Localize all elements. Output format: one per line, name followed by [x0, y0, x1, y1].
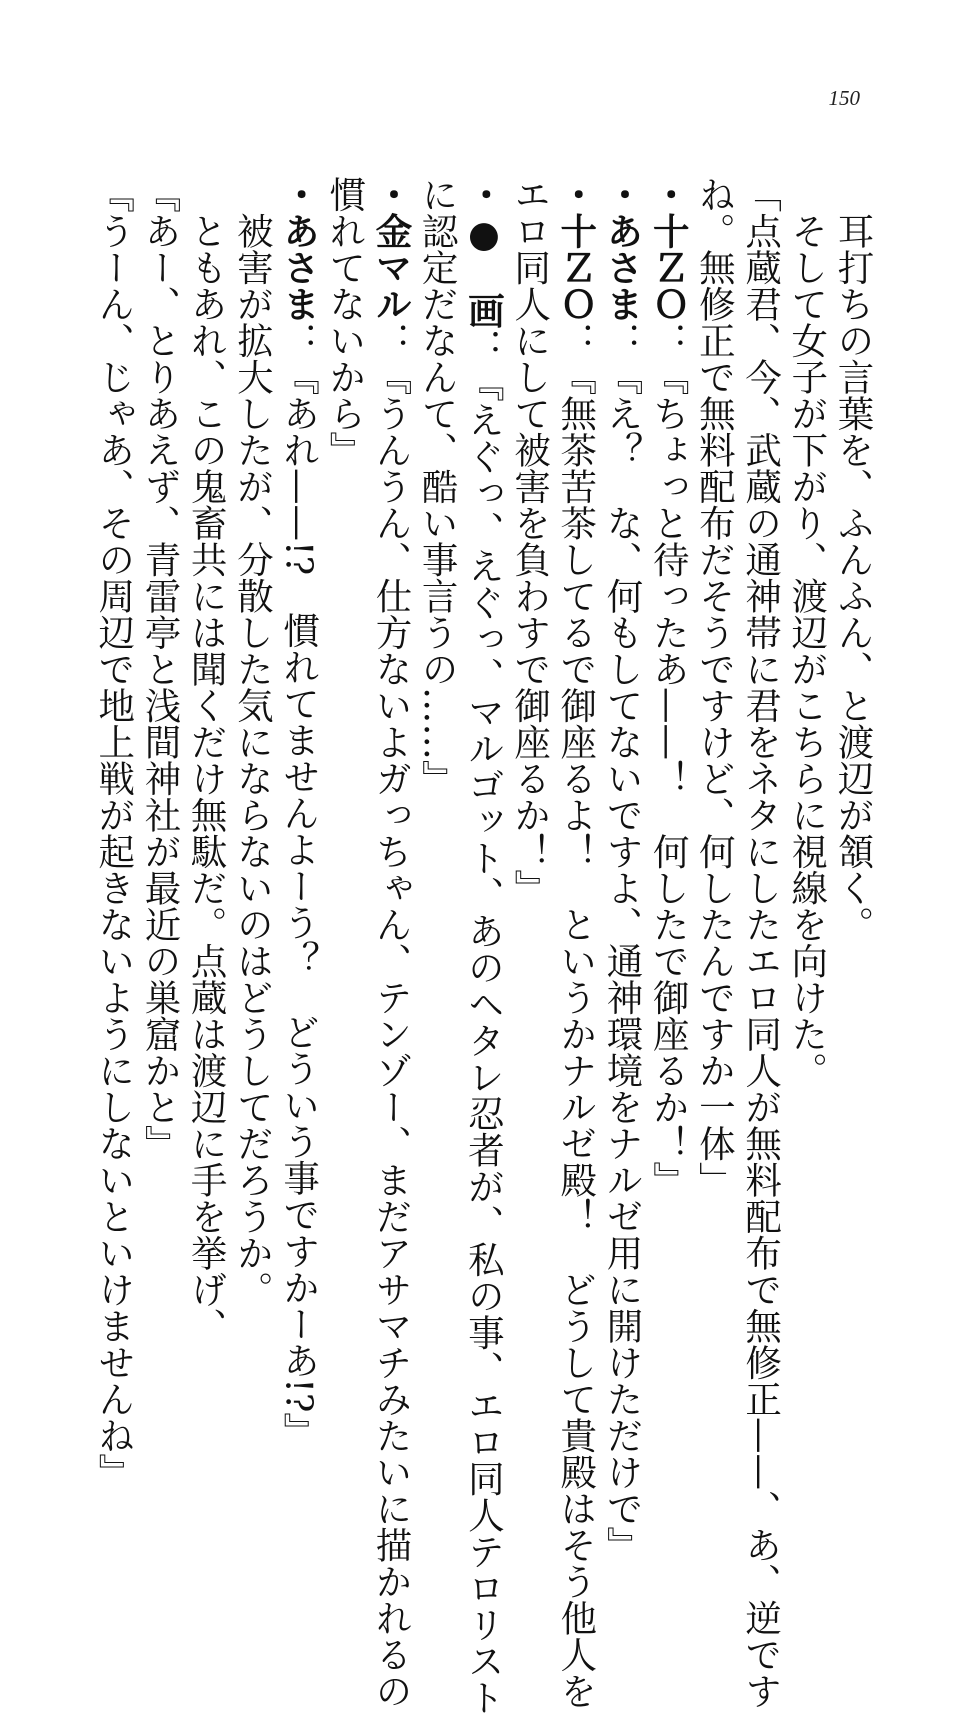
line-text: 『うーん、じゃあ、その周辺で地上戦が起きないようにしないといけませんね』: [92, 176, 136, 1490]
text-line: [460, 176, 506, 1716]
line-speaker: ・金マル: [369, 176, 413, 322]
text-line: [322, 176, 368, 1316]
vertical-text-block: [91, 176, 876, 1716]
line-text: 『あー、とりあえず、青雷亭と浅間神社が最近の巣窟かと』: [138, 176, 182, 1162]
text-line: [784, 176, 830, 1316]
line-speaker: ・● 画: [462, 176, 506, 329]
text-line: [645, 176, 691, 1316]
line-speaker: ・あさま: [277, 176, 321, 322]
page-number: 150: [828, 86, 860, 110]
line-text: ともあれ、この鬼畜共には聞くだけ無駄だ。点蔵は渡辺に手を挙げ、: [185, 176, 229, 1344]
line-text: 耳打ちの言葉を、ふんふん、と渡辺が頷く。: [832, 176, 875, 943]
text-line: [691, 176, 737, 1316]
line-text: そして女子が下がり、渡辺がこちらに視線を向けた。: [785, 176, 829, 1089]
line-text: 慣れてないから』: [323, 176, 367, 468]
text-line: [830, 176, 876, 1316]
line-text: ：『うんうん、仕方ないよガっちゃん、テンゾー、まだアサマチみたいに描かれるの: [369, 322, 413, 1709]
line-text: ：『えぐっ、えぐっ、マルゴット、あのヘタレ忍者が、私の事、エロ同人テロリスト: [462, 328, 506, 1716]
text-line: [414, 176, 460, 1316]
text-line: [183, 176, 229, 1344]
line-speaker: ・十ＺＯ: [647, 176, 691, 322]
line-text: に認定だなんて、酷い事言うの……』: [416, 176, 460, 797]
line-text: ：『ちょっと待ったあ——！ 何したで御座るか！』: [647, 322, 691, 1198]
line-text: 「点蔵君、今、武蔵の通神帯に君をネタにしたエロ同人が無料配布で無修正——、あ、逆です: [739, 176, 783, 1709]
line-speaker: ・あさま: [600, 176, 644, 322]
text-line: [368, 176, 414, 1709]
text-line: [91, 176, 137, 1490]
line-text: 被害が拡大したが、分散した気にならないのはどうしてだろうか。: [231, 176, 275, 1308]
text-line: [599, 176, 645, 1563]
text-line: [229, 176, 275, 1316]
line-text: ：『え？ な、何もしてないですよ、通神環境をナルゼ用に開けただけで』: [600, 322, 644, 1563]
text-line: [137, 176, 183, 1316]
text-line: [275, 176, 321, 1449]
line-text: ：『無茶苦茶してるで御座るよ！ というかナルゼ殿！ どうして貴殿はそう他人を: [554, 322, 598, 1709]
line-text: エロ同人にして被害を負わすで御座るか！』: [508, 176, 552, 906]
text-line: [553, 176, 599, 1709]
text-line: [737, 176, 783, 1709]
line-text: ね。無修正で無料配布だそうですけど、何したんですか一体」: [693, 176, 737, 1198]
text-line: [506, 176, 552, 1316]
line-speaker: ・十ＺＯ: [554, 176, 598, 322]
line-text: ：『あれ——!? 慣れてませんよーう？ どういう事ですかーあ!?』: [277, 322, 321, 1449]
